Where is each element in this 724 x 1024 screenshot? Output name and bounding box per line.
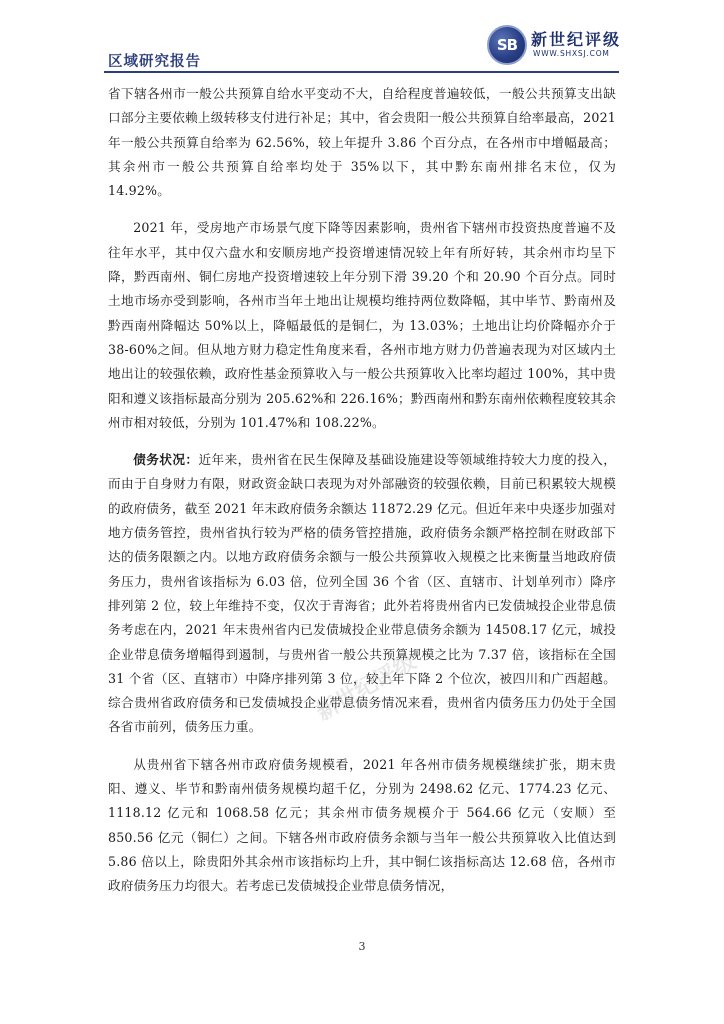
logo-emblem-icon: SB (487, 25, 527, 65)
paragraph-2: 2021 年，受房地产市场景气度下降等因素影响，贵州省下辖州市投资热度普遍不及往年水平，其中仅六盘水和安顺房地产投资增速情况较上年有所好转，其余州市均呈下降，黔西南州、铜仁房地产投资增速较上年分别下滑 39.20 个和 20.90 个百分点。同时土地市场亦受到影响，各州市当年土地出让规模均维持两位数降幅，其中毕节、黔南州及黔西南州降幅达 50%以上，降幅最低的是铜仁，为 13.03%；土地出让均价降幅亦介于 38-60%之间。但从地方财力稳定性角度来看，各州市地方财力仍普遍表现为对区域内土地出让的较强依赖，政府性基金预算收入与一般公共预算收入比率均超过 100%，其中贵阳和遵义该指标最高分别为 205.62%和 226.16%；黔西南州和黔东南州依赖程度较其余州市相对较低，分别为 101.47%和 108.22%。 (108, 220, 616, 430)
logo-name: 新世纪评级 (531, 30, 622, 49)
debt-status-label: 债务状况： (133, 452, 199, 468)
page-number: 3 (358, 940, 366, 953)
body-text (108, 82, 616, 912)
paragraph-4: 从贵州省下辖各州市政府债务规模看，2021 年各州市债务规模继续扩张，期末贵阳、遵义、毕节和黔南州债务规模均超千亿，分别为 2498.62 亿元、1774.23 亿元、1118.12 亿元和 1068.58 亿元；其余州市债务规模介于 564.66 亿元（安顺）至 850.56 亿元（铜仁）之间。下辖各州市政府债务余额与当年一般公共预算收入比值达到 5.86 倍以上，除贵阳外其余州市该指标均上升，其中铜仁该指标高达 12.68 倍，各州市政府债务压力均很大。若考虑已发债城投企业带息债务情况， (108, 756, 616, 894)
watermark: 新世纪评级 (312, 649, 421, 726)
paragraph-3-text: 近年来，贵州省在民生保障及基础设施建设等领域维持较大力度的投入，而由于自身财力有限，财政资金缺口表现为对外部融资的较强依赖，目前已积累较大规模的政府债务，截至 2021 年末政府债务余额达 11872.29 亿元。但近年来中央逐步加强对地方债务管控，贵州省执行较为严格的债务管控措施，政府债务余额严格控制在财政部下达的债务限额之内。以地方政府债务余额与一般公共预算收入规模之比来衡量当地政府债务压力，贵州省该指标为 6.03 倍，位列全国 36 个省（区、直辖市、计划单列市）降序排列第 2 位，较上年维持不变，仅次于青海省；此外若将贵州省内已发债城投企业带息债务考虑在内，2021 年末贵州省内已发债城投企业带息债务余额为 14508.17 亿元，城投企业带息债务增幅得到遏制，与贵州省一般公共预算规模之比为 7.37 倍，该指标在全国 31 个省（区、直辖市）中降序排列第 3 位，较上年下降 2 个位次，被四川和广西超越。综合贵州省政府债务和已发债城投企业带息债务情况来看，贵州省内债务压力仍处于全国各省市前列，债务压力重。 (108, 452, 617, 735)
paragraph-1: 省下辖各州市一般公共预算自给水平变动不大，自给程度普遍较低，一般公共预算支出缺口部分主要依赖上级转移支付进行补足；其中，省会贵阳一般公共预算自给率最高，2021 年一般公共预算自给率为 62.56%，较上年提升 3.86 个百分点，在各州市中增幅最高；其余州市一般公共预算自给率均处于 35%以下，其中黔东南州排名末位，仅为 14.92%。 (108, 86, 616, 199)
logo-url: WWW.SHXSJ.COM (533, 49, 610, 58)
company-logo (487, 25, 687, 67)
section-title: 区域研究报告 (108, 54, 201, 70)
header-divider (104, 71, 619, 73)
